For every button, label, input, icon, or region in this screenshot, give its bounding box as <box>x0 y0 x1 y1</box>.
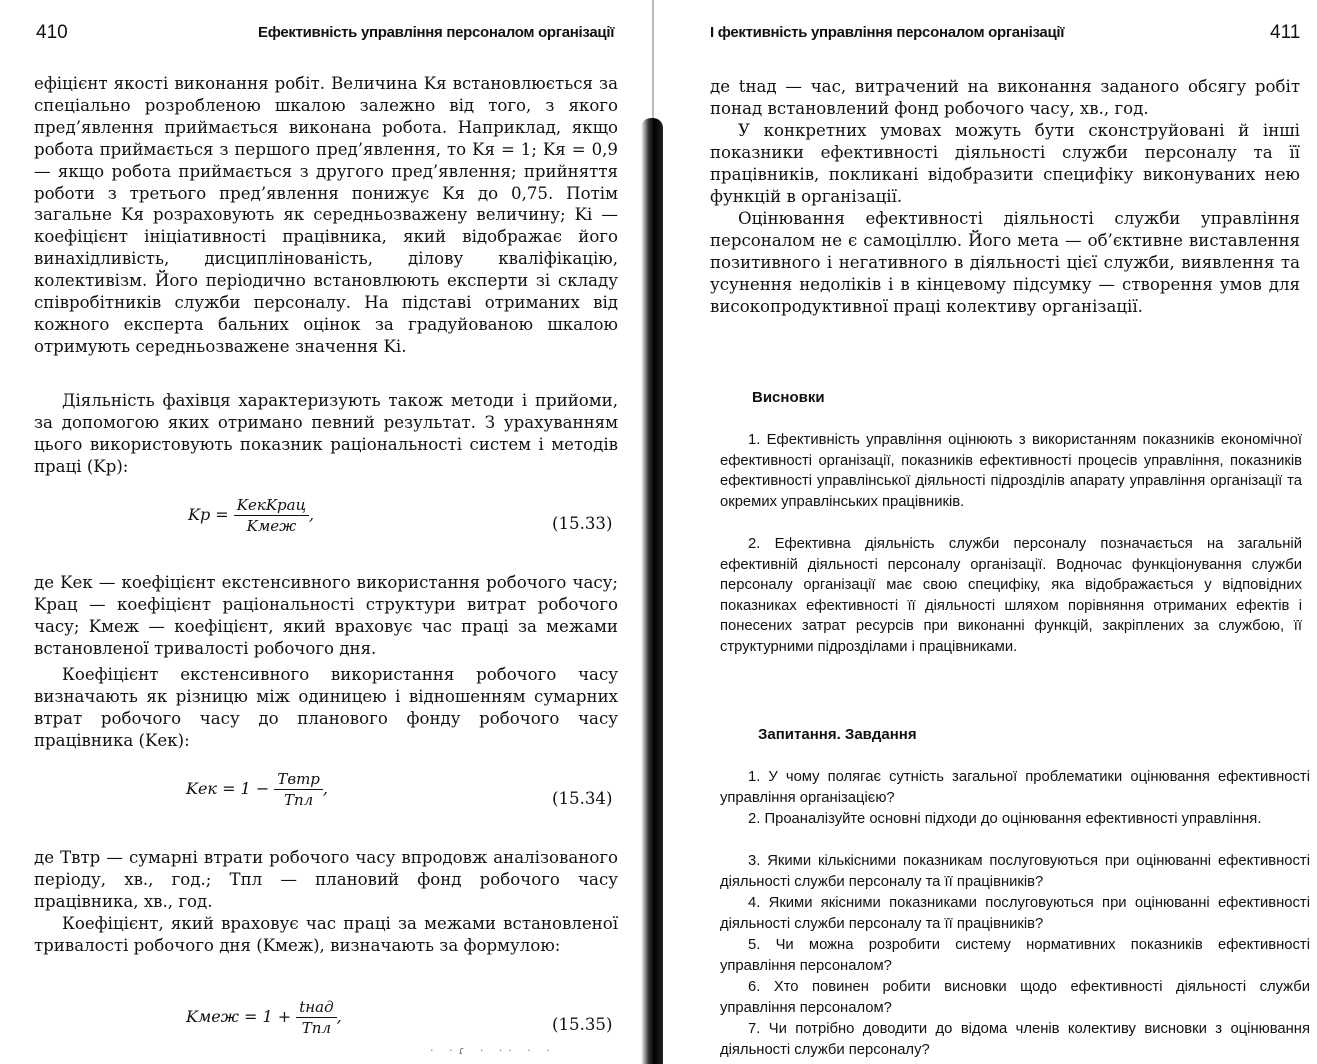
equation-number: (15.34) <box>552 789 613 808</box>
formula-15-35 <box>186 998 342 1037</box>
list-item: 1. У чому полягає сутність загальної проблематики оцінювання ефективності управління організацією? <box>720 769 1310 806</box>
paragraph: Коефіцієнт екстенсивного використання робочого часу визначають як різницю між одиницею і відношенням сумарних втрат робочого часу до планового фонду робочого часу працівника (Kек): <box>34 665 618 750</box>
fraction <box>296 998 336 1037</box>
list-item: 2. Проаналізуйте основні підходи до оцінювання ефективності управління. <box>748 811 1262 827</box>
section-heading: Запитання. Завдання <box>758 726 917 743</box>
paragraph: де tнад — час, витрачений на виконання заданого обсягу робіт понад встановлений фонд робочого часу, хв., год. <box>710 77 1300 118</box>
list-item: 2. Ефективна діяльність служби персоналу позначається на загальній ефективній діяльності персоналу організації. Водночас функціонування служби персоналу організації має свою специфіку, яка відображається у відповідних показниках ефективності її діяльності шляхом порівняння отриманих ефектів і понесених затрат ресурсів при виконанні функцій, закріплених за службою, її структурними підрозділами і працівниками. <box>720 536 1302 655</box>
page-number: 410 <box>36 22 68 43</box>
formula-15-34 <box>186 770 328 809</box>
formula-lhs: Kр = <box>188 505 229 524</box>
paragraph: У конкретних умовах можуть бути сконструйовані й інші показники ефективності діяльності служби персоналу та її працівників, покликані відобразити специфіку виконуваних нею функцій в організації. <box>710 121 1300 206</box>
fraction-numerator: tнад <box>296 998 336 1018</box>
paragraph: Діяльність фахівця характеризують також методи і прийоми, за допомогою яких отримано певний результат. З урахуванням цього використовують показник раціональності систем і методів праці (Kp): <box>34 391 618 476</box>
list-item: 4. Якими якісними показниками послуговуються при оцінюванні ефективності діяльності служби персоналу та її працівників? <box>720 895 1310 932</box>
list-item: 1. Ефективність управління оцінюють з використанням показників економічної ефективності організації, показників ефективності процесів управління, показників ефективності управлінської діяльності підрозділів апарату управління організації та окремих управлінських працівників. <box>720 432 1302 510</box>
paragraph: ефіцієнт якості виконання робіт. Величина Kя встановлюється за спеціально розробленою шкалою залежно від того, з якого пред’явлення приймається виконана робота. Наприклад, якщо робота приймається з першого пред’явлення, то Kя = 1; Kя = 0,9 — якщо робота приймається з другого пред’явлення; прийняття роботи з третього пред’явлення понижує Kя до 0,75. Потім загальне Kя розраховують як середньозважену величину; Ki — коефіцієнт ініціативності працівника, який відображає його винахідливість, дисциплінованість, ділову кваліфікацію, колективізм. Його періодично встановлюють експерти зі складу співробітників служби персоналу. На підставі отриманих від кожного експерта бальних оцінок за градуйованою шкалою отримують середньозважене значення Ki. <box>34 74 618 356</box>
fraction <box>234 496 309 535</box>
formula-lhs: Kек = 1 − <box>186 779 270 798</box>
fraction-numerator: KекKрац <box>234 496 309 516</box>
fraction <box>274 770 323 809</box>
page-number: 411 <box>1270 22 1301 43</box>
formula-comma: , <box>336 1007 342 1026</box>
scan-marks: · ·ɾ · ·· · · <box>430 1044 556 1057</box>
fraction-denominator: Tпл <box>301 1019 331 1037</box>
fraction-denominator: Tпл <box>284 791 314 809</box>
fraction-numerator: Tвтр <box>274 770 323 790</box>
formula-comma: , <box>309 505 315 524</box>
list-item: 6. Хто повинен робити висновки щодо ефективності діяльності служби управління персоналом? <box>720 979 1310 1016</box>
formula-lhs: Kмеж = 1 + <box>186 1007 292 1026</box>
list-item: 5. Чи можна розробити систему нормативних показників ефективності управління персоналом? <box>720 937 1310 974</box>
running-head: І фективність управління персоналом організації <box>710 24 1065 41</box>
paragraph: Коефіцієнт, який враховує час праці за межами встановленої тривалості робочого дня (Kмеж), визначають за формулою: <box>34 914 618 955</box>
formula-comma: , <box>322 779 328 798</box>
paragraph: де Tвтр — сумарні втрати робочого часу впродовж аналізованого періоду, хв., год.; Tпл — плановий фонд робочого часу працівника, хв., год. <box>34 848 618 911</box>
formula-15-33 <box>188 496 314 535</box>
paragraph: де Kек — коефіцієнт екстенсивного використання робочого часу; Kрац — коефіцієнт раціональності структури витрат робочого часу; Kмеж — коефіцієнт, який враховує час праці за межами встановленої тривалості робочого дня. <box>34 573 618 658</box>
running-head: Ефективність управління персоналом організації <box>258 24 615 41</box>
list-item: 7. Чи потрібно доводити до відома членів колективу висновки з оцінювання діяльності служби персоналу? <box>720 1021 1310 1058</box>
equation-number: (15.35) <box>552 1015 613 1034</box>
paragraph: Оцінювання ефективності діяльності служби управління персоналом не є самоціллю. Його мета — об’єктивне виставлення позитивного і негативного в діяльності цієї служби, виявлення та усунення недоліків і в кінцевому підсумку — створення умов для високопродуктивної праці колективу організації. <box>710 209 1300 316</box>
right-page <box>650 0 1317 1064</box>
equation-number: (15.33) <box>552 514 613 533</box>
left-page <box>0 0 650 1064</box>
section-heading: Висновки <box>752 389 825 406</box>
list-item: 3. Якими кількісними показникам послуговуються при оцінюванні ефективності діяльності служби персоналу та її працівників? <box>720 853 1310 890</box>
fraction-denominator: Kмеж <box>246 517 297 535</box>
